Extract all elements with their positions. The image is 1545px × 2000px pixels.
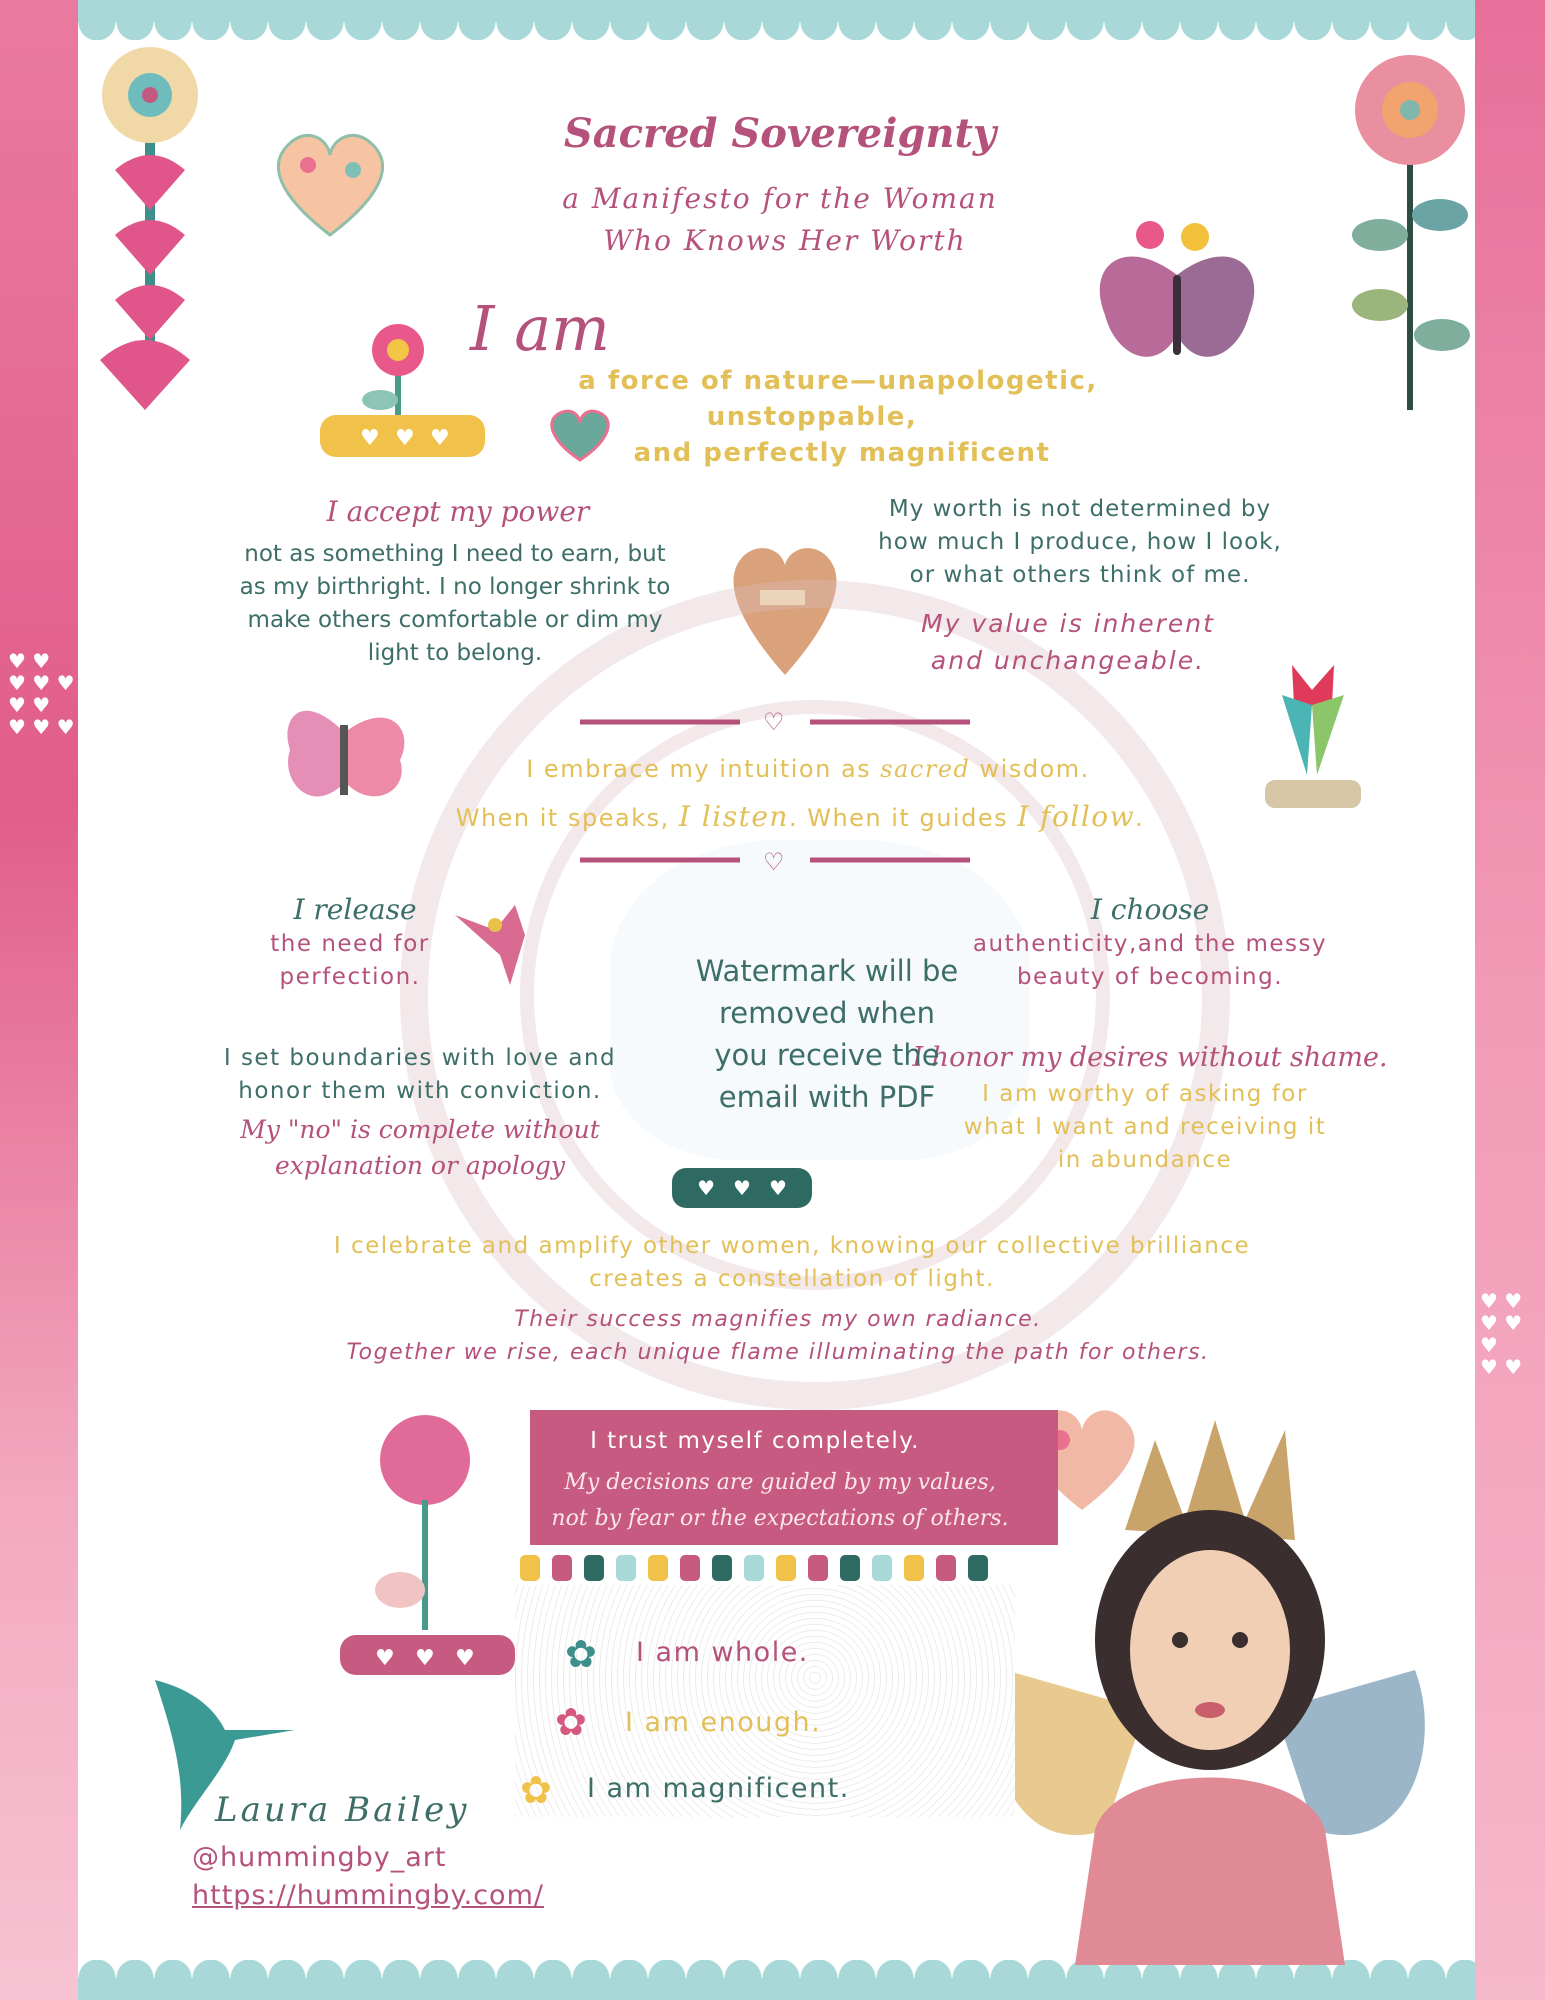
pink-flower-pot-icon xyxy=(340,1400,515,1680)
potted-flower-icon xyxy=(320,320,485,460)
text: I embrace my intuition as xyxy=(526,755,881,783)
svg-text:♥: ♥ xyxy=(430,426,450,451)
power-heading: I accept my power xyxy=(326,495,590,528)
watermark-line: removed when xyxy=(718,996,936,1030)
text: . xyxy=(1135,804,1145,832)
desires-text xyxy=(964,1078,1326,1177)
celebrate-line: I celebrate and amplify other women, knowing our collective brilliance xyxy=(333,1233,1251,1259)
svg-text:♥: ♥ xyxy=(415,1646,435,1671)
affirmation-magnificent: I am magnificent. xyxy=(587,1773,850,1804)
watermark-line: Watermark will be xyxy=(695,954,959,988)
celebrate-text xyxy=(334,1230,1250,1296)
affirmation-whole: I am whole. xyxy=(636,1637,809,1668)
svg-text:♡: ♡ xyxy=(763,710,785,730)
celebrate-line: creates a constellation of light. xyxy=(589,1266,995,1292)
intro-line-2: unstoppable, xyxy=(706,402,918,432)
intuition-line-2 xyxy=(456,800,1145,833)
desires-line: in abundance xyxy=(1057,1147,1233,1173)
emphasis: I follow xyxy=(1017,800,1136,833)
bottom-scallop-border xyxy=(78,1978,1475,2000)
author-handle[interactable]: @hummingby_art xyxy=(192,1842,447,1873)
trust-line-2: My decisions are guided by my values, xyxy=(564,1470,996,1495)
boundaries-line: I set boundaries with love and xyxy=(223,1045,617,1071)
svg-text:♥: ♥ xyxy=(395,426,415,451)
butterfly-icon xyxy=(1085,215,1270,395)
celebrate-italic-line: Together we rise, each unique flame illuminating the path for others. xyxy=(346,1340,1210,1365)
worth-text xyxy=(878,493,1282,592)
heart-divider-bottom xyxy=(580,850,970,870)
subtitle-line-2: Who Knows Her Worth xyxy=(603,224,967,257)
emphasis: sacred xyxy=(880,755,971,783)
release-heading: I release xyxy=(293,893,417,926)
page-title: Sacred Sovereignty xyxy=(563,110,997,157)
watermark-notice xyxy=(696,950,959,1118)
boundaries-line: honor them with conviction. xyxy=(238,1078,602,1104)
pink-flower-icon: ✿ xyxy=(555,1700,587,1744)
patchwork-flower-icon xyxy=(1350,45,1470,415)
author-name: Laura Bailey xyxy=(215,1790,470,1830)
right-pink-border xyxy=(1475,0,1545,2000)
worth-italic xyxy=(921,605,1215,679)
author-website-link[interactable]: https://hummingby.com/ xyxy=(192,1880,544,1911)
teal-heart-pot: ♥ ♥ ♥ xyxy=(672,1168,812,1208)
trust-line-1: I trust myself completely. xyxy=(590,1428,920,1454)
heart-dots-left: ♥ ♥ ♥ ♥ ♥ ♥ ♥ ♥ ♥ ♥ xyxy=(8,649,75,739)
choose-heading: I choose xyxy=(1090,893,1210,926)
left-pink-border xyxy=(0,0,78,2000)
text: When it speaks, xyxy=(455,804,679,832)
tulip-pot-icon xyxy=(1262,655,1364,810)
heart-divider-top xyxy=(580,710,970,730)
desires-line: what I want and receiving it xyxy=(963,1114,1327,1140)
power-text xyxy=(240,538,671,670)
watermark-line: you receive the xyxy=(714,1038,940,1072)
worth-italic-line: and unchangeable. xyxy=(930,646,1206,675)
intro-line-3: and perfectly magnificent xyxy=(633,438,1051,468)
teal-flower-icon: ✿ xyxy=(565,1632,597,1676)
svg-text:♥: ♥ xyxy=(455,1646,475,1671)
worth-italic-line: My value is inherent xyxy=(921,609,1215,638)
subtitle-line-1: a Manifesto for the Woman xyxy=(562,182,998,215)
text: wisdom. xyxy=(970,755,1090,783)
worth-line: My worth is not determined by xyxy=(888,496,1272,522)
top-scallop-border xyxy=(78,0,1475,22)
choose-text xyxy=(973,928,1327,994)
celebrate-italic-line: Their success magnifies my own radiance. xyxy=(514,1307,1042,1332)
i-am-heading: I am xyxy=(470,292,610,365)
boundaries-text xyxy=(224,1042,616,1108)
release-line: the need for xyxy=(270,931,430,957)
teal-heart-icon xyxy=(545,405,615,465)
svg-text:♥: ♥ xyxy=(375,1646,395,1671)
intuition-line-1 xyxy=(526,755,1090,783)
text: . When it guides xyxy=(788,804,1018,832)
heart-dots-right: ♥ ♥ ♥ ♥ ♥ ♥ ♥ xyxy=(1480,1289,1523,1379)
intro-line-1: a force of nature—unapologetic, xyxy=(578,366,1098,396)
trust-line-3: not by fear or the expectations of others. xyxy=(551,1506,1009,1531)
watermark-line: email with PDF xyxy=(718,1080,936,1114)
floral-heart-icon xyxy=(268,125,393,255)
desires-line: I am worthy of asking for xyxy=(982,1081,1308,1107)
color-square-strip xyxy=(520,1555,988,1581)
yellow-flower-icon: ✿ xyxy=(520,1768,552,1812)
worth-line: how much I produce, how I look, xyxy=(878,529,1282,555)
celebrate-italic xyxy=(346,1303,1209,1369)
worth-line: or what others think of me. xyxy=(909,562,1251,588)
choose-line: authenticity,and the messy xyxy=(972,931,1328,957)
affirmation-enough: I am enough. xyxy=(625,1707,822,1738)
power-line: not as something I need to earn, but xyxy=(244,541,666,567)
power-line: light to belong. xyxy=(367,640,543,666)
boundaries-italic-line: explanation or apology xyxy=(274,1151,566,1180)
svg-text:♡: ♡ xyxy=(763,850,785,870)
patchwork-butterfly-icon xyxy=(280,690,415,815)
boundaries-italic-line: My "no" is complete without xyxy=(240,1115,600,1144)
heart-flower-stem-icon xyxy=(95,40,205,410)
power-line: as my birthright. I no longer shrink to xyxy=(239,574,671,600)
choose-line: beauty of becoming. xyxy=(1016,964,1284,990)
release-line: perfection. xyxy=(279,964,421,990)
power-line: make others comfortable or dim my xyxy=(247,607,663,633)
boundaries-italic xyxy=(240,1112,600,1184)
svg-text:♥: ♥ xyxy=(360,426,380,451)
desires-heading: I honor my desires without shame. xyxy=(912,1042,1388,1073)
release-text xyxy=(270,928,429,994)
emphasis: I listen xyxy=(678,800,789,833)
